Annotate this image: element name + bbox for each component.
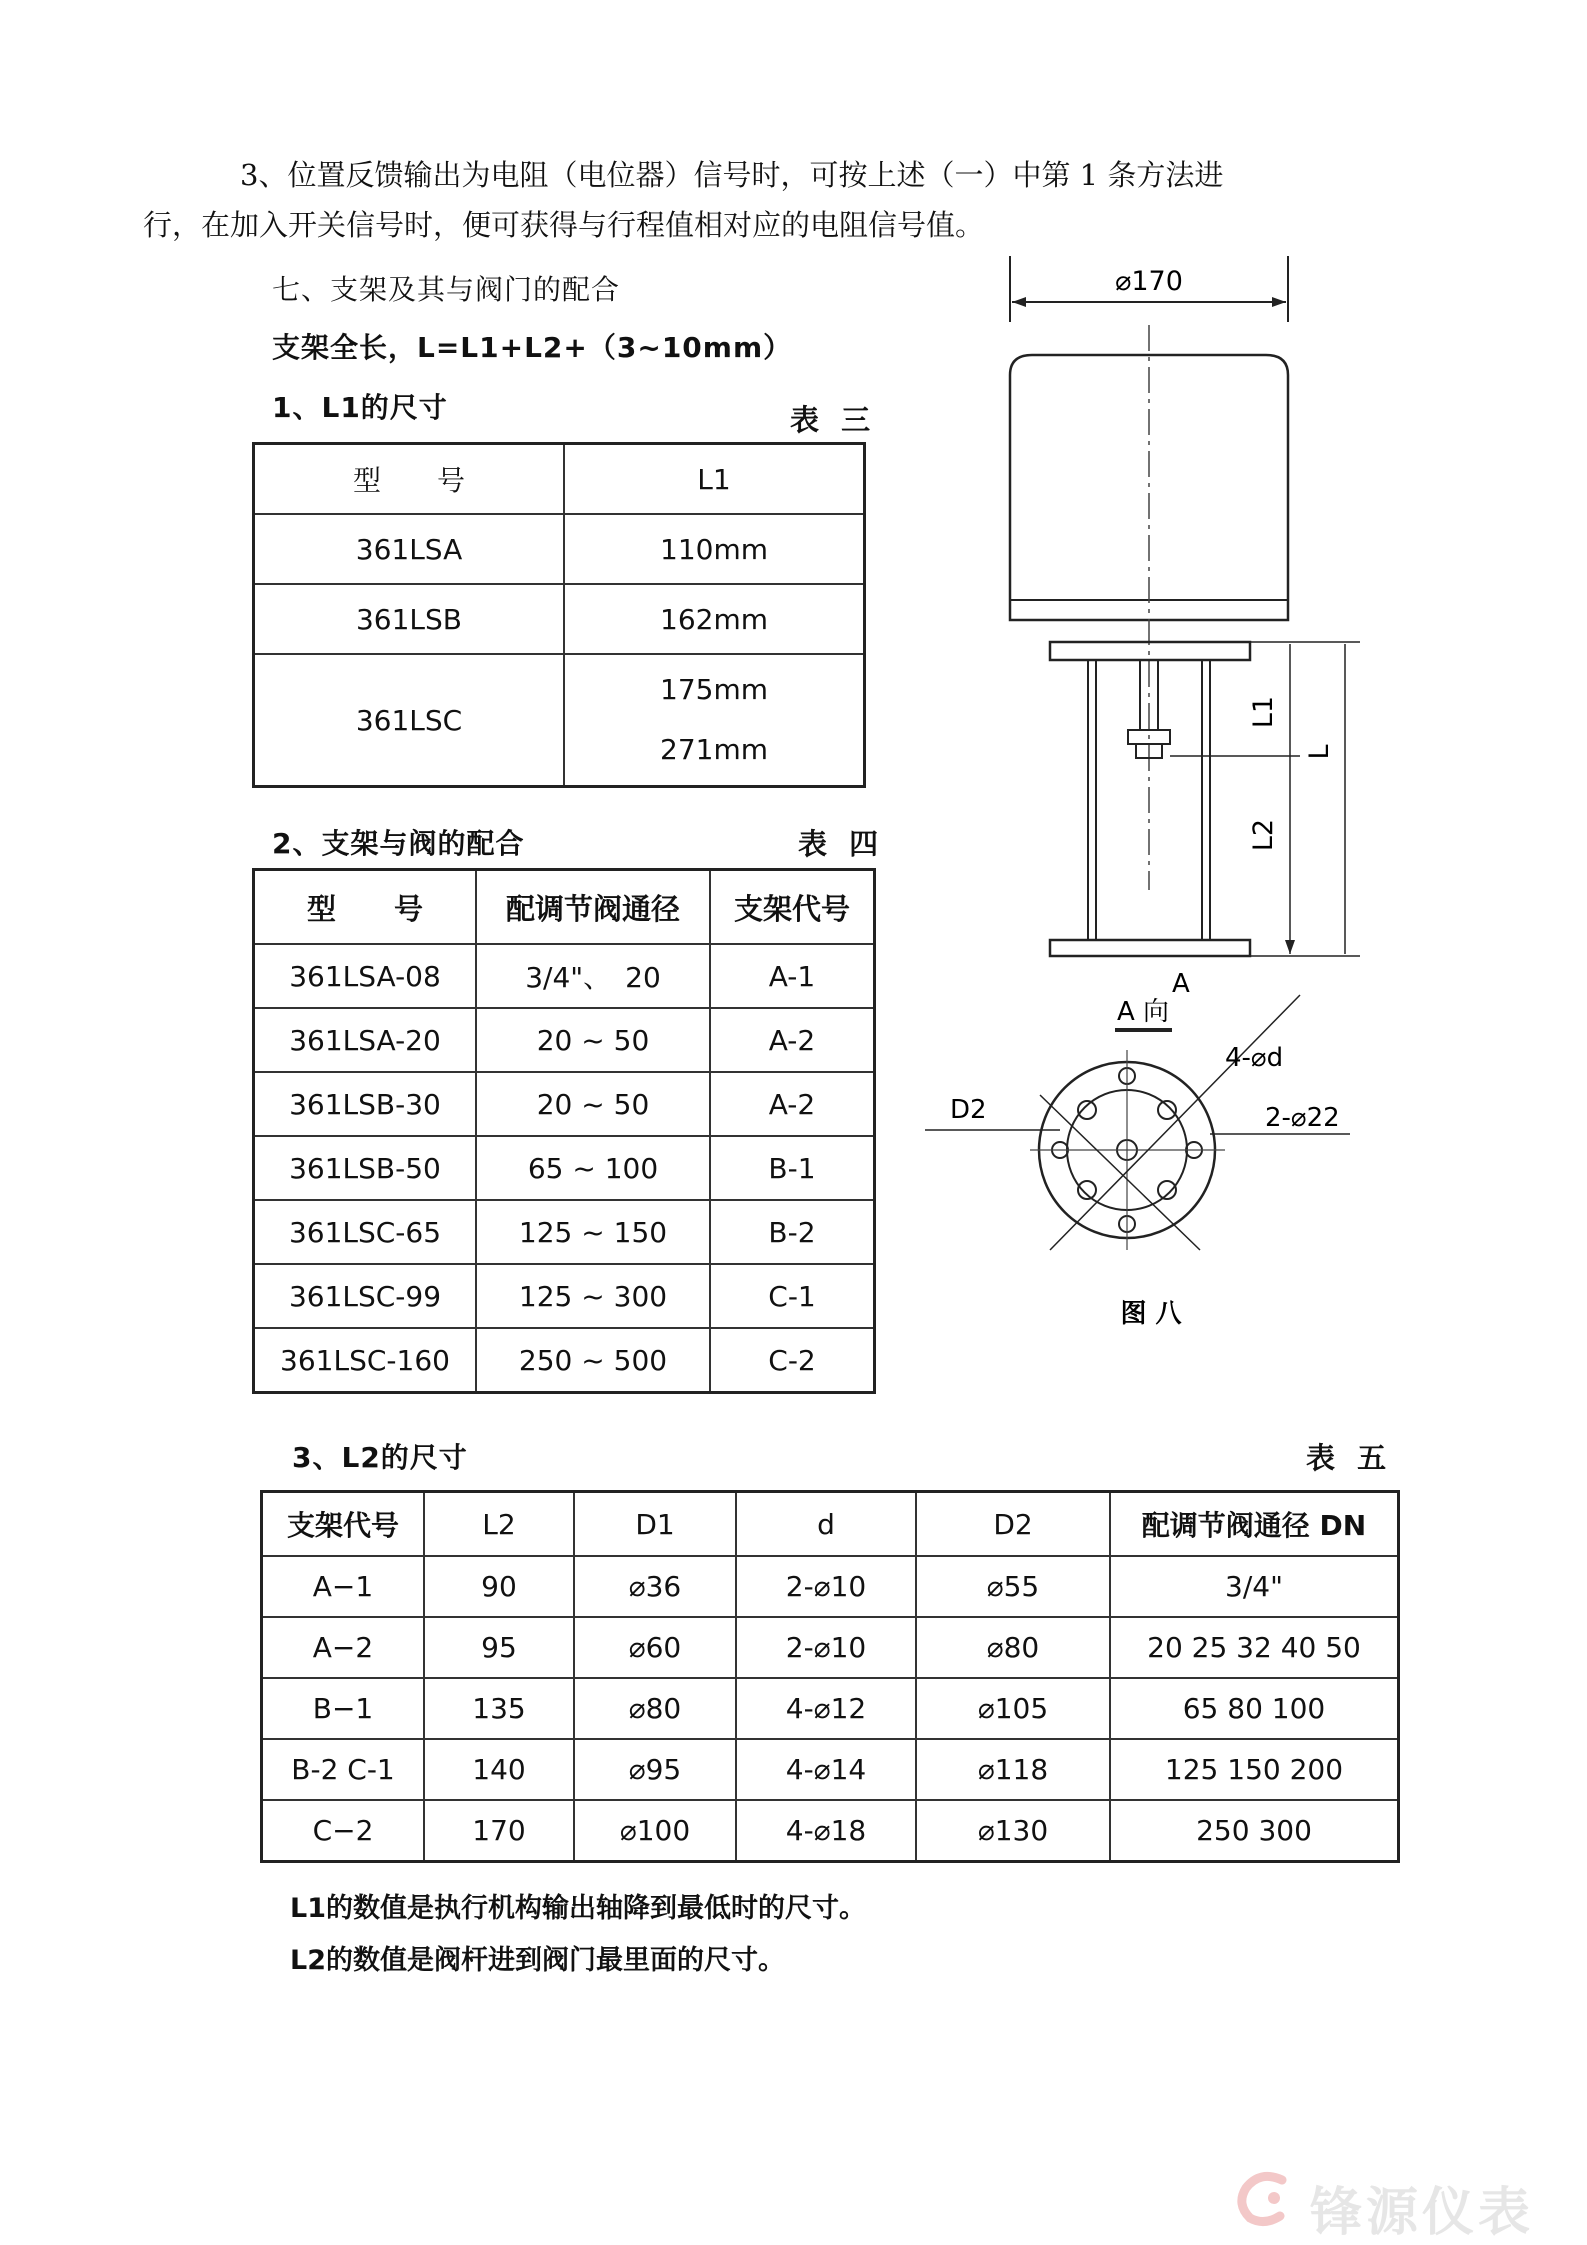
label-a: A	[1172, 969, 1190, 999]
table-cell: ⌀80	[574, 1678, 736, 1739]
column-header: 支架代号	[710, 870, 875, 945]
arrow-down-icon	[1285, 940, 1295, 954]
label-l1: L1	[1248, 695, 1279, 729]
bracket-base-plate	[1050, 940, 1250, 956]
l1-cell-stack	[564, 654, 865, 787]
table4-heading: 2、支架与阀的配合	[272, 827, 525, 860]
label-a-view: A 向	[1117, 997, 1170, 1027]
table-cell: B-2 C-1	[262, 1739, 425, 1800]
model-cell: 361LSA	[254, 514, 565, 584]
bracket-dimension-drawing	[920, 250, 1380, 1360]
table-cell: 3/4"	[1110, 1556, 1399, 1617]
table-cell: 361LSB-50	[254, 1136, 477, 1200]
watermark-text: 锋源仪表	[1310, 2183, 1535, 2243]
dim-top-label: ⌀170	[1115, 266, 1183, 297]
table-cell: 140	[424, 1739, 574, 1800]
note-l2: L2的数值是阀杆进到阀门最里面的尺寸。	[290, 1945, 785, 1976]
table-row	[254, 1072, 875, 1136]
table-row	[262, 1800, 1399, 1862]
table-cell: ⌀60	[574, 1617, 736, 1678]
table3-heading: 1、L1的尺寸	[272, 391, 448, 424]
table-row	[254, 1008, 875, 1072]
table-cell: ⌀130	[916, 1800, 1110, 1862]
column-header: 配调节阀通径 DN	[1110, 1492, 1399, 1557]
table-cell: 20 ~ 50	[476, 1008, 710, 1072]
table-row	[262, 1556, 1399, 1617]
label-d2: D2	[950, 1095, 987, 1125]
table-cell: A-2	[710, 1008, 875, 1072]
table-row	[262, 1739, 1399, 1800]
table-cell: 4-⌀18	[736, 1800, 916, 1862]
table-cell: 361LSC-99	[254, 1264, 477, 1328]
table-header-row	[254, 444, 865, 515]
column-header: L2	[424, 1492, 574, 1557]
table-cell: A-1	[710, 944, 875, 1008]
arrow-right-icon	[1272, 297, 1286, 307]
table5-heading: 3、L2的尺寸	[292, 1441, 468, 1474]
bolt-hole	[1158, 1101, 1176, 1119]
table-cell: A−1	[262, 1556, 425, 1617]
table-cell: 2-⌀10	[736, 1617, 916, 1678]
table-row	[254, 1200, 875, 1264]
table-cell: ⌀80	[916, 1617, 1110, 1678]
table-cell: 125 ~ 150	[476, 1200, 710, 1264]
brand-logo-icon	[1230, 2166, 1302, 2230]
table-header-row	[254, 870, 875, 945]
figure-caption: 图 八	[1120, 1299, 1182, 1329]
table-cell: B−1	[262, 1678, 425, 1739]
column-header: d	[736, 1492, 916, 1557]
section-title: 七、支架及其与阀门的配合	[272, 273, 621, 306]
table3-tag: 表 三	[790, 403, 877, 437]
table-row	[254, 1264, 875, 1328]
l1-value: 175mm	[660, 673, 768, 706]
model-cell: 361LSB	[254, 584, 565, 654]
l1-cell: 162mm	[564, 584, 865, 654]
table-cell: C-1	[710, 1264, 875, 1328]
table-row	[262, 1617, 1399, 1678]
table-cell: A−2	[262, 1617, 425, 1678]
table-row	[254, 584, 865, 654]
table-cell: 135	[424, 1678, 574, 1739]
table-bracket-valve-fit	[252, 868, 876, 1394]
table4-tag: 表 四	[798, 827, 885, 861]
label-bolt-holes: 4-⌀d	[1225, 1043, 1284, 1073]
table-row	[262, 1678, 1399, 1739]
column-header: 型 号	[254, 444, 565, 515]
model-cell: 361LSC	[254, 654, 565, 787]
table-row	[254, 1136, 875, 1200]
table-cell: 361LSB-30	[254, 1072, 477, 1136]
l1-cell: 110mm	[564, 514, 865, 584]
table-cell: 250 300	[1110, 1800, 1399, 1862]
table-cell: 2-⌀10	[736, 1556, 916, 1617]
table-cell: 361LSA-20	[254, 1008, 477, 1072]
table-cell: ⌀95	[574, 1739, 736, 1800]
table-row	[254, 1328, 875, 1393]
column-header: 支架代号	[262, 1492, 425, 1557]
table-cell: 95	[424, 1617, 574, 1678]
table-l2-dimensions	[260, 1490, 1400, 1863]
bolt-hole	[1158, 1181, 1176, 1199]
bracket-top-plate	[1050, 642, 1250, 660]
table-cell: A-2	[710, 1072, 875, 1136]
length-formula: 支架全长，L=L1+L2+（3~10mm）	[272, 331, 793, 364]
arrow-left-icon	[1012, 297, 1026, 307]
label-l2: L2	[1248, 818, 1279, 852]
table-cell: ⌀36	[574, 1556, 736, 1617]
table-cell: 361LSC-65	[254, 1200, 477, 1264]
watermark	[1230, 2166, 1570, 2243]
table-cell: B-1	[710, 1136, 875, 1200]
table-cell: 20 ~ 50	[476, 1072, 710, 1136]
l1-value: 271mm	[660, 733, 768, 766]
table-cell: 361LSC-160	[254, 1328, 477, 1393]
table-header-row	[262, 1492, 1399, 1557]
table-row	[254, 944, 875, 1008]
table-cell: ⌀55	[916, 1556, 1110, 1617]
table-cell: ⌀100	[574, 1800, 736, 1862]
bolt-hole	[1078, 1101, 1096, 1119]
table-l1-dimensions	[252, 442, 866, 788]
column-header: D2	[916, 1492, 1110, 1557]
intro-paragraph: 3、位置反馈输出为电阻（电位器）信号时，可按上述（一）中第 1 条方法进行，在加入开关信号时，便可获得与行程值相对应的电阻信号值。	[143, 158, 1224, 242]
table-cell: 125 ~ 300	[476, 1264, 710, 1328]
table-cell: 65 80 100	[1110, 1678, 1399, 1739]
table-cell: ⌀118	[916, 1739, 1110, 1800]
table-row	[254, 514, 865, 584]
column-header: D1	[574, 1492, 736, 1557]
table5-tag: 表 五	[1306, 1441, 1393, 1475]
table-cell: 90	[424, 1556, 574, 1617]
column-header: L1	[564, 444, 865, 515]
table-cell: B-2	[710, 1200, 875, 1264]
table-cell: 20 25 32 40 50	[1110, 1617, 1399, 1678]
table-row	[254, 654, 865, 787]
column-header: 型 号	[254, 870, 477, 945]
table-cell: 250 ~ 500	[476, 1328, 710, 1393]
table-cell: C-2	[710, 1328, 875, 1393]
note-l1: L1的数值是执行机构输出轴降到最低时的尺寸。	[290, 1893, 866, 1924]
table-cell: 125 150 200	[1110, 1739, 1399, 1800]
bolt-hole	[1078, 1181, 1096, 1199]
leader-line	[1050, 995, 1300, 1250]
table-cell: C−2	[262, 1800, 425, 1862]
table-cell: 170	[424, 1800, 574, 1862]
table-cell: 65 ~ 100	[476, 1136, 710, 1200]
column-header: 配调节阀通径	[476, 870, 710, 945]
label-2d22: 2-⌀22	[1265, 1103, 1340, 1133]
label-l: L	[1304, 744, 1335, 760]
table-cell: 4-⌀14	[736, 1739, 916, 1800]
table-cell: 361LSA-08	[254, 944, 477, 1008]
table-cell: 3/4"、 20	[476, 944, 710, 1008]
table-cell: ⌀105	[916, 1678, 1110, 1739]
table-cell: 4-⌀12	[736, 1678, 916, 1739]
